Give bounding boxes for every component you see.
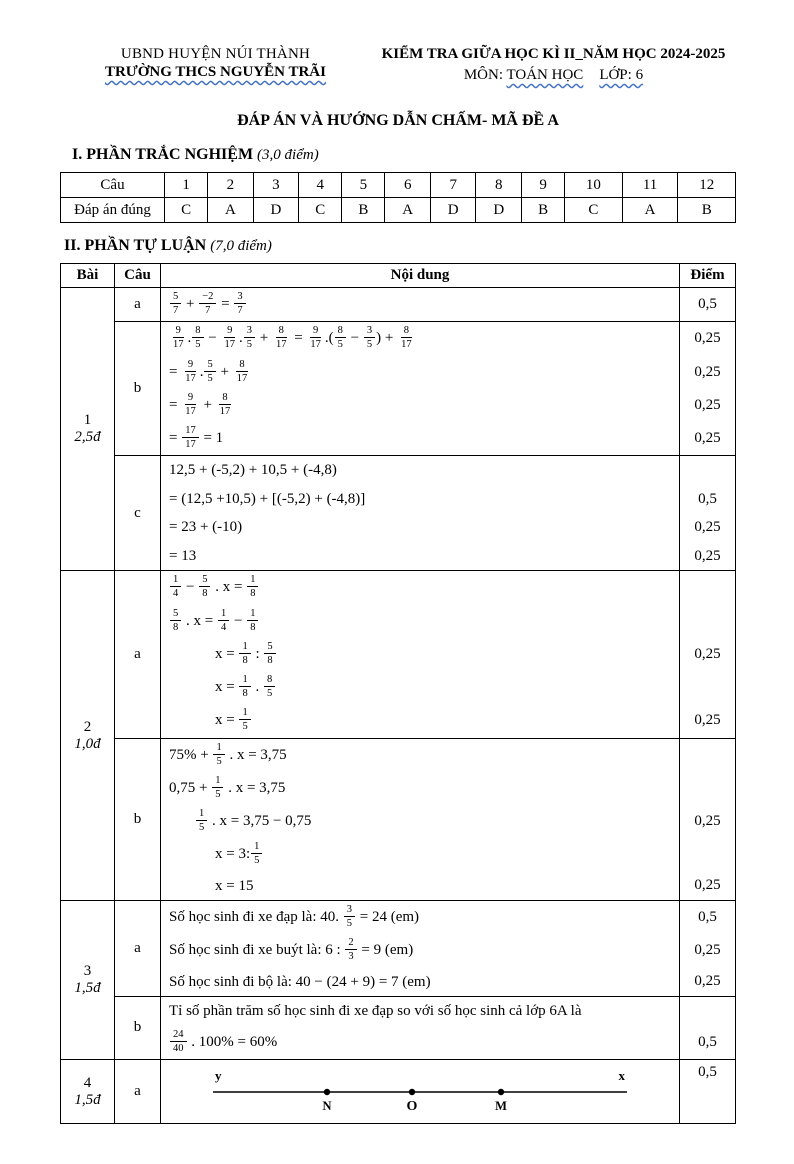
- fraction-denominator: 5: [366, 339, 373, 351]
- mc-answer-value: A: [385, 198, 431, 223]
- essay-line-row: [61, 605, 736, 638]
- answer-content-line: x = $\frac{1}{8}$ : $\frac{5}{8}$: [161, 638, 680, 671]
- answer-content-line: $\frac{1}{4}$ − $\frac{5}{8}$ . x = $\frac{1}{8}$: [161, 571, 680, 605]
- essay-header-row: [61, 264, 736, 288]
- fraction: [344, 903, 355, 930]
- part-label-cell: b: [115, 997, 161, 1060]
- mc-question-number: 3: [253, 173, 299, 198]
- fraction: [247, 573, 258, 600]
- fraction: [213, 741, 224, 768]
- answer-content-line: Tỉ số phần trăm số học sinh đi xe đạp so với số học sinh cả lớp 6A là: [161, 997, 680, 1026]
- essay-line-row: [61, 542, 736, 571]
- fraction-denominator: 5: [246, 339, 252, 351]
- mc-answer-value: B: [342, 198, 385, 223]
- fraction-denominator: 5: [242, 721, 248, 733]
- score-value: 0,5: [680, 1026, 736, 1060]
- number-line-point-label: O: [406, 1098, 418, 1114]
- number-line-figure: [205, 1064, 635, 1114]
- score-value: 0,5: [680, 485, 736, 514]
- fraction: [345, 936, 356, 963]
- score-value: 0,25: [680, 322, 736, 356]
- essay-line-row: [61, 356, 736, 389]
- score-value: [680, 997, 736, 1026]
- exam-title: KIỂM TRA GIỮA HỌC KÌ II_NĂM HỌC 2024-2025: [381, 46, 726, 62]
- fraction-numerator: 1: [239, 640, 250, 654]
- mc-question-number: 10: [565, 173, 622, 198]
- fraction-denominator: 17: [173, 339, 184, 351]
- fraction-numerator: 1: [247, 607, 258, 621]
- fraction: [234, 290, 245, 317]
- fraction-numerator: 1: [251, 840, 262, 854]
- answer-content-line: = 13: [169, 547, 197, 564]
- fraction-denominator: 17: [224, 339, 235, 351]
- answer-content-line: x = 3: $\frac{1}{5}$: [161, 838, 680, 871]
- section2-heading-text: II. PHẦN TỰ LUẬN: [64, 237, 207, 254]
- fraction-denominator: 17: [185, 372, 196, 384]
- fraction: [364, 324, 375, 351]
- answer-content-line: $\frac{24}{40}$ . 100% = 60%: [161, 1026, 680, 1060]
- fraction-numerator: 1: [247, 573, 258, 587]
- fraction-denominator: 8: [173, 621, 179, 633]
- fraction-numerator: 1: [170, 573, 181, 587]
- fraction: [170, 324, 187, 351]
- mc-row-label: Câu: [61, 173, 165, 198]
- problem-number-cell: [61, 901, 115, 1060]
- answer-content-line: 12,5 + (-5,2) + 10,5 + (-4,8): [161, 456, 680, 485]
- fraction-numerator: 1: [239, 706, 250, 720]
- fraction-denominator: 8: [267, 654, 273, 666]
- fraction-numerator: 8: [219, 391, 230, 405]
- fraction-numerator: 1: [212, 774, 223, 788]
- score-value: [680, 838, 736, 871]
- fraction: [182, 358, 199, 385]
- problem-number-cell: [61, 288, 115, 571]
- fraction-denominator: 4: [220, 621, 227, 633]
- header-right: [371, 46, 736, 84]
- fraction-numerator: 17: [182, 424, 199, 438]
- essay-line-row: [61, 872, 736, 901]
- score-value: 0,25: [680, 638, 736, 671]
- answer-content-line: = 23 + (-10): [169, 519, 243, 536]
- score-value: 0,25: [680, 389, 736, 422]
- problem-number-cell: [61, 1059, 115, 1124]
- fraction-numerator: 1: [213, 741, 224, 755]
- essay-line-row: [61, 901, 736, 935]
- essay-line-row: [61, 288, 736, 322]
- fraction-numerator: 9: [173, 324, 184, 338]
- problem-number: 1: [83, 412, 92, 429]
- answer-content-line: 0,75 + $\frac{1}{5}$ . x = 3,75: [169, 774, 286, 800]
- essay-line-row: [61, 997, 736, 1026]
- score-value: [680, 671, 736, 704]
- fraction-numerator: 9: [224, 324, 235, 338]
- mc-answer-value: C: [165, 198, 208, 223]
- fraction-numerator: 1: [196, 807, 207, 821]
- answer-content-line: x = 15: [215, 877, 254, 894]
- fraction-denominator: 5: [266, 688, 273, 700]
- answer-content-line: $\frac{1}{5}$ . x = 3,75 − 0,75: [161, 805, 680, 838]
- fraction: [273, 324, 290, 351]
- essay-line-row: [61, 934, 736, 967]
- part-label-cell: a: [115, 1059, 161, 1124]
- fraction: [204, 358, 215, 385]
- fraction-denominator: 5: [216, 755, 222, 767]
- part-label-cell: a: [115, 571, 161, 738]
- problem-points: 2,5đ: [74, 429, 101, 446]
- fraction: [251, 840, 262, 867]
- axis-left-label: y: [215, 1067, 222, 1083]
- fraction-denominator: 17: [401, 339, 412, 351]
- mc-question-number: 7: [430, 173, 476, 198]
- answer-content-line: = $\frac{9}{17}$ . $\frac{5}{5}$ + $\frac{8}{17}$: [161, 356, 680, 389]
- answer-content-line: Số học sinh đi bộ là: 40 − (24 + 9) = 7 (em): [169, 973, 431, 990]
- mc-question-number: 4: [299, 173, 342, 198]
- essay-line-row: [61, 322, 736, 356]
- number-line-point-label: M: [495, 1098, 507, 1113]
- fraction-numerator: 8: [192, 324, 203, 338]
- fraction: [244, 324, 255, 351]
- fraction: [199, 290, 216, 317]
- document-header: [60, 46, 736, 84]
- subject-prefix: MÔN:: [463, 67, 507, 83]
- fraction-denominator: 5: [337, 339, 343, 351]
- fraction-numerator: 8: [264, 673, 275, 687]
- essay-line-row: [61, 838, 736, 871]
- essay-column-header: Điểm: [680, 264, 736, 288]
- answer-content-line: = (12,5 +10,5) + [(-5,2) + (-4,8)]: [169, 490, 366, 507]
- fraction: [247, 607, 258, 634]
- score-value: [680, 456, 736, 485]
- fraction-numerator: 5: [170, 290, 181, 304]
- mc-question-row: [61, 173, 736, 198]
- fraction-numerator: 8: [276, 324, 287, 338]
- answer-content-line: Số học sinh đi xe đạp là: 40. $\frac{3}{5}$ = 24 (em): [161, 901, 680, 935]
- fraction-denominator: 8: [202, 588, 208, 600]
- essay-line-row: [61, 772, 736, 805]
- answer-content-line: = $\frac{9}{17}$ + $\frac{8}{17}$: [161, 389, 680, 422]
- fraction-numerator: 9: [310, 324, 321, 338]
- essay-column-header: Câu: [115, 264, 161, 288]
- mc-question-number: 1: [165, 173, 208, 198]
- score-value: 0,25: [680, 542, 736, 571]
- fraction: [182, 391, 199, 418]
- essay-column-header: Bài: [61, 264, 115, 288]
- fraction: [239, 640, 250, 667]
- score-value: 0,25: [680, 356, 736, 389]
- section2-heading: [60, 237, 736, 255]
- fraction: [170, 573, 181, 600]
- fraction-numerator: 5: [199, 573, 210, 587]
- score-value: [680, 772, 736, 805]
- score-value: 0,5: [680, 901, 736, 935]
- score-value: 0,25: [680, 968, 736, 997]
- essay-line-row: [61, 456, 736, 485]
- essay-table-body: [61, 288, 736, 1124]
- part-label-cell: c: [115, 456, 161, 571]
- essay-table-head: [61, 264, 736, 288]
- answer-content-line: x = $\frac{1}{8}$ . $\frac{8}{5}$: [161, 671, 680, 704]
- fraction: [398, 324, 415, 351]
- fraction-denominator: 3: [348, 951, 354, 963]
- number-line-point-label: N: [322, 1098, 332, 1113]
- fraction: [239, 706, 250, 733]
- fraction: [307, 324, 324, 351]
- header-left: [60, 46, 371, 84]
- essay-line-row: [61, 805, 736, 838]
- fraction-numerator: 9: [185, 358, 196, 372]
- part-label-cell: b: [115, 322, 161, 456]
- answer-content-line: [161, 1059, 680, 1124]
- fraction-numerator: 3: [234, 290, 245, 304]
- mc-answer-value: D: [430, 198, 476, 223]
- answer-content-line: 75% + $\frac{1}{5}$ . x = 3,75: [161, 738, 680, 772]
- part-label-cell: b: [115, 738, 161, 901]
- essay-line-row: [61, 638, 736, 671]
- section1-heading-text: I. PHẦN TRẮC NGHIỆM: [72, 146, 254, 163]
- mc-question-number: 2: [208, 173, 254, 198]
- fraction-denominator: 17: [236, 372, 248, 384]
- score-value: 0,25: [680, 872, 736, 901]
- fraction-numerator: 1: [239, 673, 250, 687]
- fraction-denominator: 8: [242, 688, 248, 700]
- fraction: [170, 290, 181, 317]
- essay-line-row: [61, 671, 736, 704]
- fraction: [170, 1028, 187, 1055]
- essay-line-row: [61, 422, 736, 456]
- grade-label: LỚP: 6: [599, 67, 644, 83]
- score-value: 0,25: [680, 422, 736, 456]
- answer-content-line: = $\frac{17}{17}$ = 1: [169, 425, 224, 451]
- score-value: 0,25: [680, 513, 736, 542]
- answer-content-line: $\frac{5}{8}$ . x = $\frac{1}{4}$ − $\frac{1}{8}$: [161, 605, 680, 638]
- mc-answer-value: C: [299, 198, 342, 223]
- fraction: [182, 424, 199, 451]
- score-value: [680, 571, 736, 605]
- essay-line-row: [61, 513, 736, 542]
- essay-line-row: [61, 1059, 736, 1124]
- score-value: 0,5: [680, 288, 736, 322]
- section1-heading: [60, 146, 736, 164]
- fraction-denominator: 8: [250, 621, 256, 633]
- fraction-denominator: 17: [219, 405, 231, 417]
- fraction: [196, 807, 207, 834]
- fraction: [199, 573, 210, 600]
- fraction-denominator: 7: [205, 305, 211, 317]
- fraction: [234, 358, 251, 385]
- document-title: ĐÁP ÁN VÀ HƯỚNG DẪN CHẤM- MÃ ĐỀ A: [237, 112, 559, 129]
- fraction-numerator: 8: [236, 358, 247, 372]
- mc-answer-value: B: [678, 198, 736, 223]
- score-value: 0,5: [680, 1059, 736, 1124]
- fraction-denominator: 8: [242, 654, 248, 666]
- problem-number: 4: [83, 1074, 92, 1091]
- org-name: UBND HUYỆN NÚI THÀNH: [120, 46, 311, 62]
- essay-line-row: [61, 738, 736, 772]
- fraction-denominator: 7: [173, 305, 179, 317]
- fraction: [170, 607, 181, 634]
- section2-points: (7,0 điểm): [210, 238, 272, 254]
- score-value: 0,25: [680, 704, 736, 738]
- fraction: [192, 324, 203, 351]
- fraction-numerator: 5: [170, 607, 181, 621]
- mc-answer-value: B: [522, 198, 565, 223]
- score-value: 0,25: [680, 805, 736, 838]
- fraction-denominator: 17: [185, 405, 196, 417]
- number-line-point: [409, 1089, 415, 1095]
- essay-table: [60, 263, 736, 1124]
- mc-answer-value: C: [565, 198, 622, 223]
- fraction-numerator: 3: [344, 903, 355, 917]
- fraction-denominator: 5: [346, 918, 352, 930]
- fraction-numerator: 2: [345, 936, 356, 950]
- answer-content-line: Số học sinh đi xe buýt là: 6 : $\frac{2}{3}$ = 9 (em): [169, 937, 414, 963]
- essay-line-row: [61, 704, 736, 738]
- fraction-numerator: 5: [204, 358, 215, 372]
- fraction-numerator: 9: [185, 391, 196, 405]
- subject-name: TOÁN HỌC: [506, 67, 584, 83]
- mc-question-number: 12: [678, 173, 736, 198]
- school-name: TRƯỜNG THCS NGUYỄN TRÃI: [104, 64, 326, 80]
- section1-points: (3,0 điểm): [257, 147, 319, 163]
- number-line-point: [324, 1089, 330, 1095]
- mc-answer-row-label: Đáp án đúng: [61, 198, 165, 223]
- essay-line-row: [61, 571, 736, 605]
- problem-points: 1,5đ: [74, 979, 101, 996]
- essay-line-row: [61, 389, 736, 422]
- essay-line-row: [61, 968, 736, 997]
- fraction-numerator: 5: [264, 640, 275, 654]
- fraction: [239, 673, 250, 700]
- fraction: [218, 607, 229, 634]
- problem-number-cell: [61, 571, 115, 901]
- score-value: [680, 738, 736, 772]
- problem-points: 1,0đ: [74, 735, 101, 752]
- mc-question-number: 6: [385, 173, 431, 198]
- fraction-numerator: −2: [199, 290, 216, 304]
- answer-content-line: x = $\frac{1}{5}$: [161, 704, 680, 738]
- mc-answer-row: [61, 198, 736, 223]
- problem-number: 2: [83, 718, 92, 735]
- fraction-numerator: 24: [170, 1028, 187, 1042]
- mc-answer-value: D: [253, 198, 299, 223]
- fraction: [264, 673, 275, 700]
- score-value: 0,25: [680, 934, 736, 967]
- mc-question-number: 9: [522, 173, 565, 198]
- score-value: [680, 605, 736, 638]
- fraction-numerator: 8: [401, 324, 412, 338]
- fraction-numerator: 8: [335, 324, 346, 338]
- mc-answer-value: A: [208, 198, 254, 223]
- fraction-numerator: 3: [364, 324, 375, 338]
- fraction: [212, 774, 223, 801]
- essay-column-header: Nội dung: [161, 264, 680, 288]
- fraction-denominator: 8: [250, 588, 256, 600]
- essay-line-row: [61, 485, 736, 514]
- subject-line: [371, 67, 736, 84]
- fraction: [221, 324, 238, 351]
- fraction-denominator: 5: [199, 822, 205, 834]
- part-label-cell: a: [115, 901, 161, 997]
- fraction-denominator: 17: [185, 439, 196, 451]
- fraction-denominator: 17: [310, 339, 321, 351]
- fraction: [335, 324, 346, 351]
- fraction-denominator: 7: [237, 305, 243, 317]
- fraction-denominator: 5: [207, 372, 213, 384]
- mc-table: [60, 172, 736, 223]
- fraction-denominator: 5: [195, 339, 201, 351]
- mc-question-number: 11: [622, 173, 678, 198]
- fraction-denominator: 5: [215, 788, 221, 800]
- problem-points: 1,5đ: [74, 1091, 101, 1108]
- mc-question-number: 5: [342, 173, 385, 198]
- fraction-denominator: 17: [275, 339, 287, 351]
- answer-content-line: $\frac{9}{17}$ . $\frac{8}{5}$ − $\frac{9}{17}$ . $\frac{3}{5}$ + $\frac{8}{17}$ = $\frac{9}{17}$ .( $\frac{8}{5}$ − $\frac{3}{5}$ ) + $\frac{8}{17}$: [161, 322, 680, 356]
- problem-number: 3: [83, 962, 92, 979]
- fraction-numerator: 3: [244, 324, 255, 338]
- answer-content-line: $\frac{5}{7}$ + $\frac{-2}{7}$ = $\frac{3}{7}$: [161, 288, 680, 322]
- fraction: [264, 640, 275, 667]
- mc-answer-value: A: [622, 198, 678, 223]
- fraction-denominator: 5: [254, 855, 260, 867]
- part-label-cell: a: [115, 288, 161, 322]
- axis-right-label: x: [618, 1067, 625, 1083]
- fraction: [217, 391, 234, 418]
- fraction-numerator: 1: [218, 607, 229, 621]
- number-line-point: [498, 1089, 504, 1095]
- fraction-denominator: 40: [173, 1042, 184, 1054]
- fraction-denominator: 4: [173, 588, 179, 600]
- essay-line-row: [61, 1026, 736, 1060]
- mc-question-number: 8: [476, 173, 522, 198]
- mc-answer-value: D: [476, 198, 522, 223]
